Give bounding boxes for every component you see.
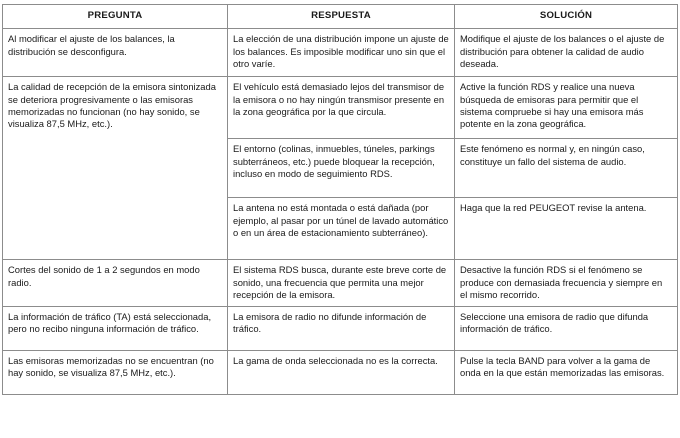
answer-cell: El entorno (colinas, inmuebles, túneles, parkings subterráneos, etc.) puede bloquear la recepción, incluso en modo de seguimiento RDS. (228, 139, 455, 198)
answer-cell: La gama de onda seleccionada no es la correcta. (228, 351, 455, 395)
solution-cell: Modifique el ajuste de los balances o el ajuste de distribución para obtener la calidad de audio deseada. (455, 29, 678, 77)
header-answer: RESPUESTA (228, 5, 455, 29)
question-cell: Cortes del sonido de 1 a 2 segundos en modo radio. (3, 260, 228, 307)
troubleshooting-table (2, 4, 678, 395)
table-row (3, 260, 678, 307)
answer-cell: La emisora de radio no difunde información de tráfico. (228, 307, 455, 351)
solution-cell: Haga que la red PEUGEOT revise la antena. (455, 198, 678, 260)
question-cell: La calidad de recepción de la emisora sintonizada se deteriora progresivamente o las emisoras memorizadas no funcionan (no hay sonido, se visualiza 87,5 MHz, etc.). (3, 77, 228, 260)
answer-cell: El sistema RDS busca, durante este breve corte de sonido, una frecuencia que permita una mejor recepción de la emisora. (228, 260, 455, 307)
question-cell: La información de tráfico (TA) está seleccionada, pero no recibo ninguna información de tráfico. (3, 307, 228, 351)
solution-cell: Seleccione una emisora de radio que difunda información de tráfico. (455, 307, 678, 351)
solution-cell: Active la función RDS y realice una nueva búsqueda de emisoras para permitir que el sistema compruebe si hay una emisora más potente en la zona geográfica. (455, 77, 678, 139)
table-row (3, 77, 678, 139)
table-row (3, 307, 678, 351)
question-cell: Al modificar el ajuste de los balances, la distribución se desconfigura. (3, 29, 228, 77)
answer-cell: La elección de una distribución impone un ajuste de los balances. Es imposible modificar uno sin que el otro varíe. (228, 29, 455, 77)
header-solution: SOLUCIÓN (455, 5, 678, 29)
answer-cell: El vehículo está demasiado lejos del transmisor de la emisora o no hay ningún transmisor presente en la zona geográfica por la que circula. (228, 77, 455, 139)
solution-cell: Pulse la tecla BAND para volver a la gama de onda en la que están memorizadas las emisoras. (455, 351, 678, 395)
header-question: PREGUNTA (3, 5, 228, 29)
solution-cell: Desactive la función RDS si el fenómeno se produce con demasiada frecuencia y siempre en el mismo recorrido. (455, 260, 678, 307)
header-row (3, 5, 678, 29)
table-row (3, 351, 678, 395)
solution-cell: Este fenómeno es normal y, en ningún caso, constituye un fallo del sistema de audio. (455, 139, 678, 198)
answer-cell: La antena no está montada o está dañada (por ejemplo, al pasar por un túnel de lavado automático o en un área de estacionamiento subterráneo). (228, 198, 455, 260)
table-row (3, 29, 678, 77)
question-cell: Las emisoras memorizadas no se encuentran (no hay sonido, se visualiza 87,5 MHz, etc.). (3, 351, 228, 395)
